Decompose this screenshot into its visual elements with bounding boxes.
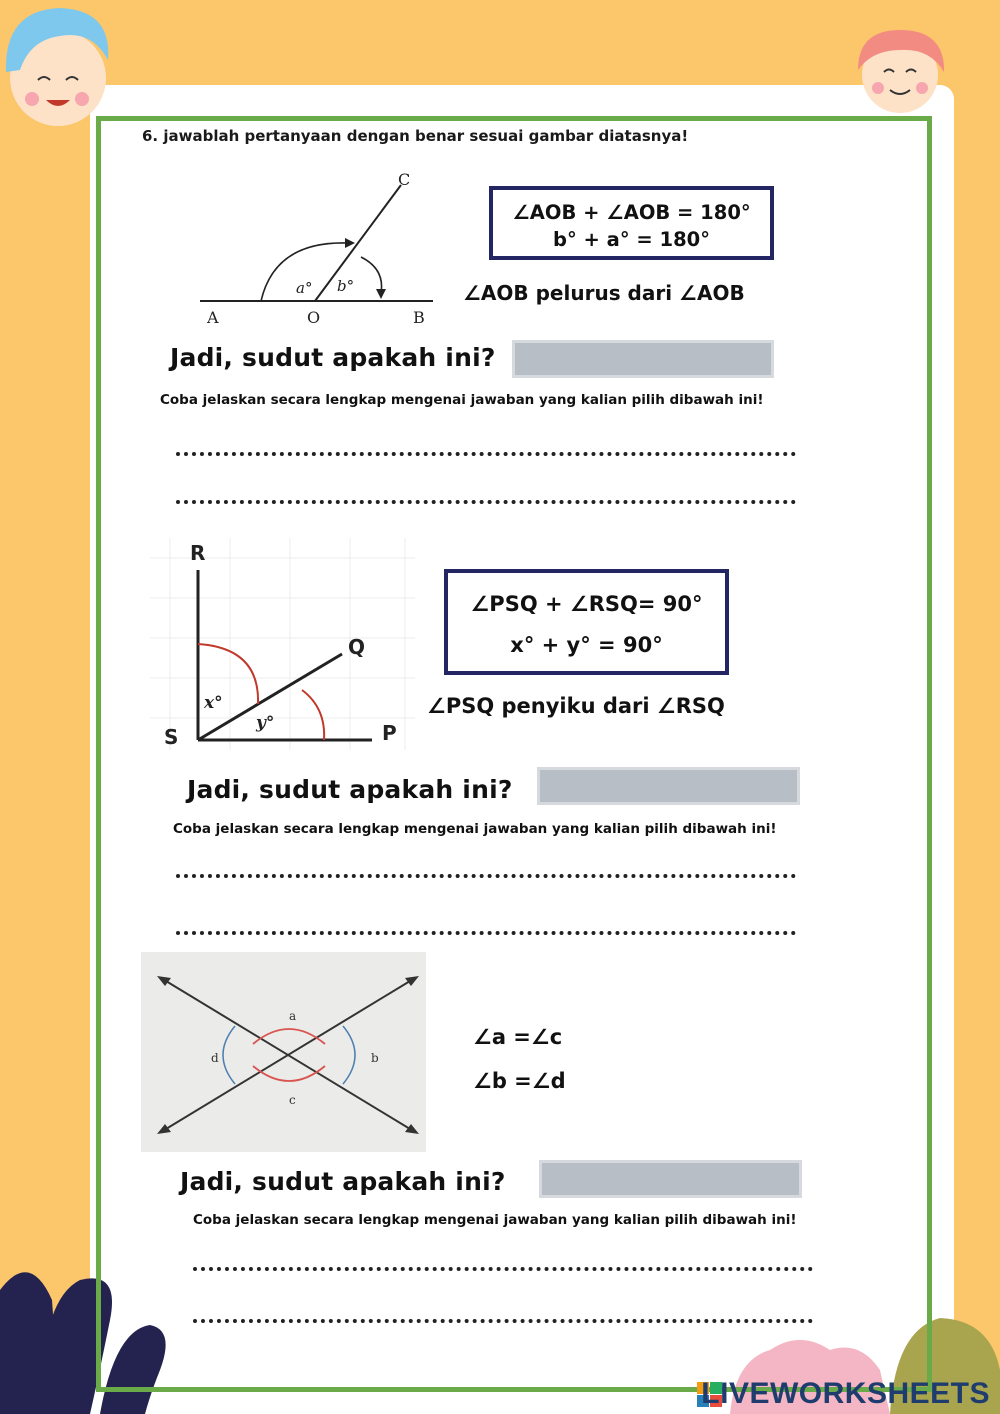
formula-box-1 <box>489 186 774 260</box>
label-c: c <box>289 1093 296 1107</box>
equation-a-c: ∠a =∠c <box>473 1025 563 1049</box>
label-P: P <box>382 721 397 745</box>
formula-1-line-2: b° + a° = 180° <box>553 228 710 251</box>
relation-text-2: ∠PSQ penyiku dari ∠RSQ <box>427 694 725 718</box>
liveworksheets-brand: LIVEWORKSHEETS <box>701 1377 990 1410</box>
question-1: Jadi, sudut apakah ini? <box>170 343 496 372</box>
formula-2-line-2: x° + y° = 90° <box>510 633 663 657</box>
kid-face-left-icon <box>6 8 108 126</box>
explain-text-2: Coba jelaskan secara lengkap mengenai jawaban yang kalian pilih dibawah ini! <box>173 821 777 837</box>
formula-2-line-1: ∠PSQ + ∠RSQ= 90° <box>470 592 703 616</box>
equation-b-d: ∠b =∠d <box>473 1069 566 1093</box>
label-Q: Q <box>348 635 366 659</box>
supplementary-angle-diagram <box>195 165 440 330</box>
vertical-angle-diagram <box>141 952 426 1152</box>
kid-face-right-icon <box>858 30 944 113</box>
explain-text-1: Coba jelaskan secara lengkap mengenai jawaban yang kalian pilih dibawah ini! <box>160 392 764 408</box>
answer-input-2[interactable] <box>537 767 800 805</box>
dotted-line-1b[interactable] <box>176 500 796 504</box>
dotted-line-2a[interactable] <box>176 874 796 878</box>
label-R: R <box>190 541 206 565</box>
dotted-line-1a[interactable] <box>176 452 796 456</box>
answer-input-3[interactable] <box>539 1160 802 1198</box>
formula-1-line-1: ∠AOB + ∠AOB = 180° <box>512 201 751 224</box>
formula-box-2 <box>444 569 729 675</box>
label-a-angle: a° <box>296 279 313 297</box>
label-C: C <box>398 170 411 189</box>
dotted-line-2b[interactable] <box>176 931 796 935</box>
label-B: B <box>413 308 425 327</box>
label-b-angle: b° <box>337 277 355 295</box>
label-a: a <box>289 1009 297 1023</box>
relation-text-1: ∠AOB pelurus dari ∠AOB <box>463 281 745 305</box>
label-b: b <box>371 1051 379 1065</box>
dotted-line-3b[interactable] <box>193 1319 813 1323</box>
dotted-line-3a[interactable] <box>193 1267 813 1271</box>
label-A: A <box>207 308 219 327</box>
label-y-angle: y° <box>256 713 275 733</box>
question-2: Jadi, sudut apakah ini? <box>187 775 513 804</box>
answer-input-1[interactable] <box>512 340 774 378</box>
label-O: O <box>307 308 321 327</box>
complementary-angle-diagram <box>150 538 415 750</box>
instruction-text: 6. jawablah pertanyaan dengan benar sesuai gambar diatasnya! <box>142 127 689 145</box>
question-3: Jadi, sudut apakah ini? <box>180 1167 506 1196</box>
label-d: d <box>211 1051 219 1065</box>
explain-text-3: Coba jelaskan secara lengkap mengenai jawaban yang kalian pilih dibawah ini! <box>193 1212 797 1228</box>
label-x-angle: x° <box>204 693 223 713</box>
label-S: S <box>164 725 179 749</box>
